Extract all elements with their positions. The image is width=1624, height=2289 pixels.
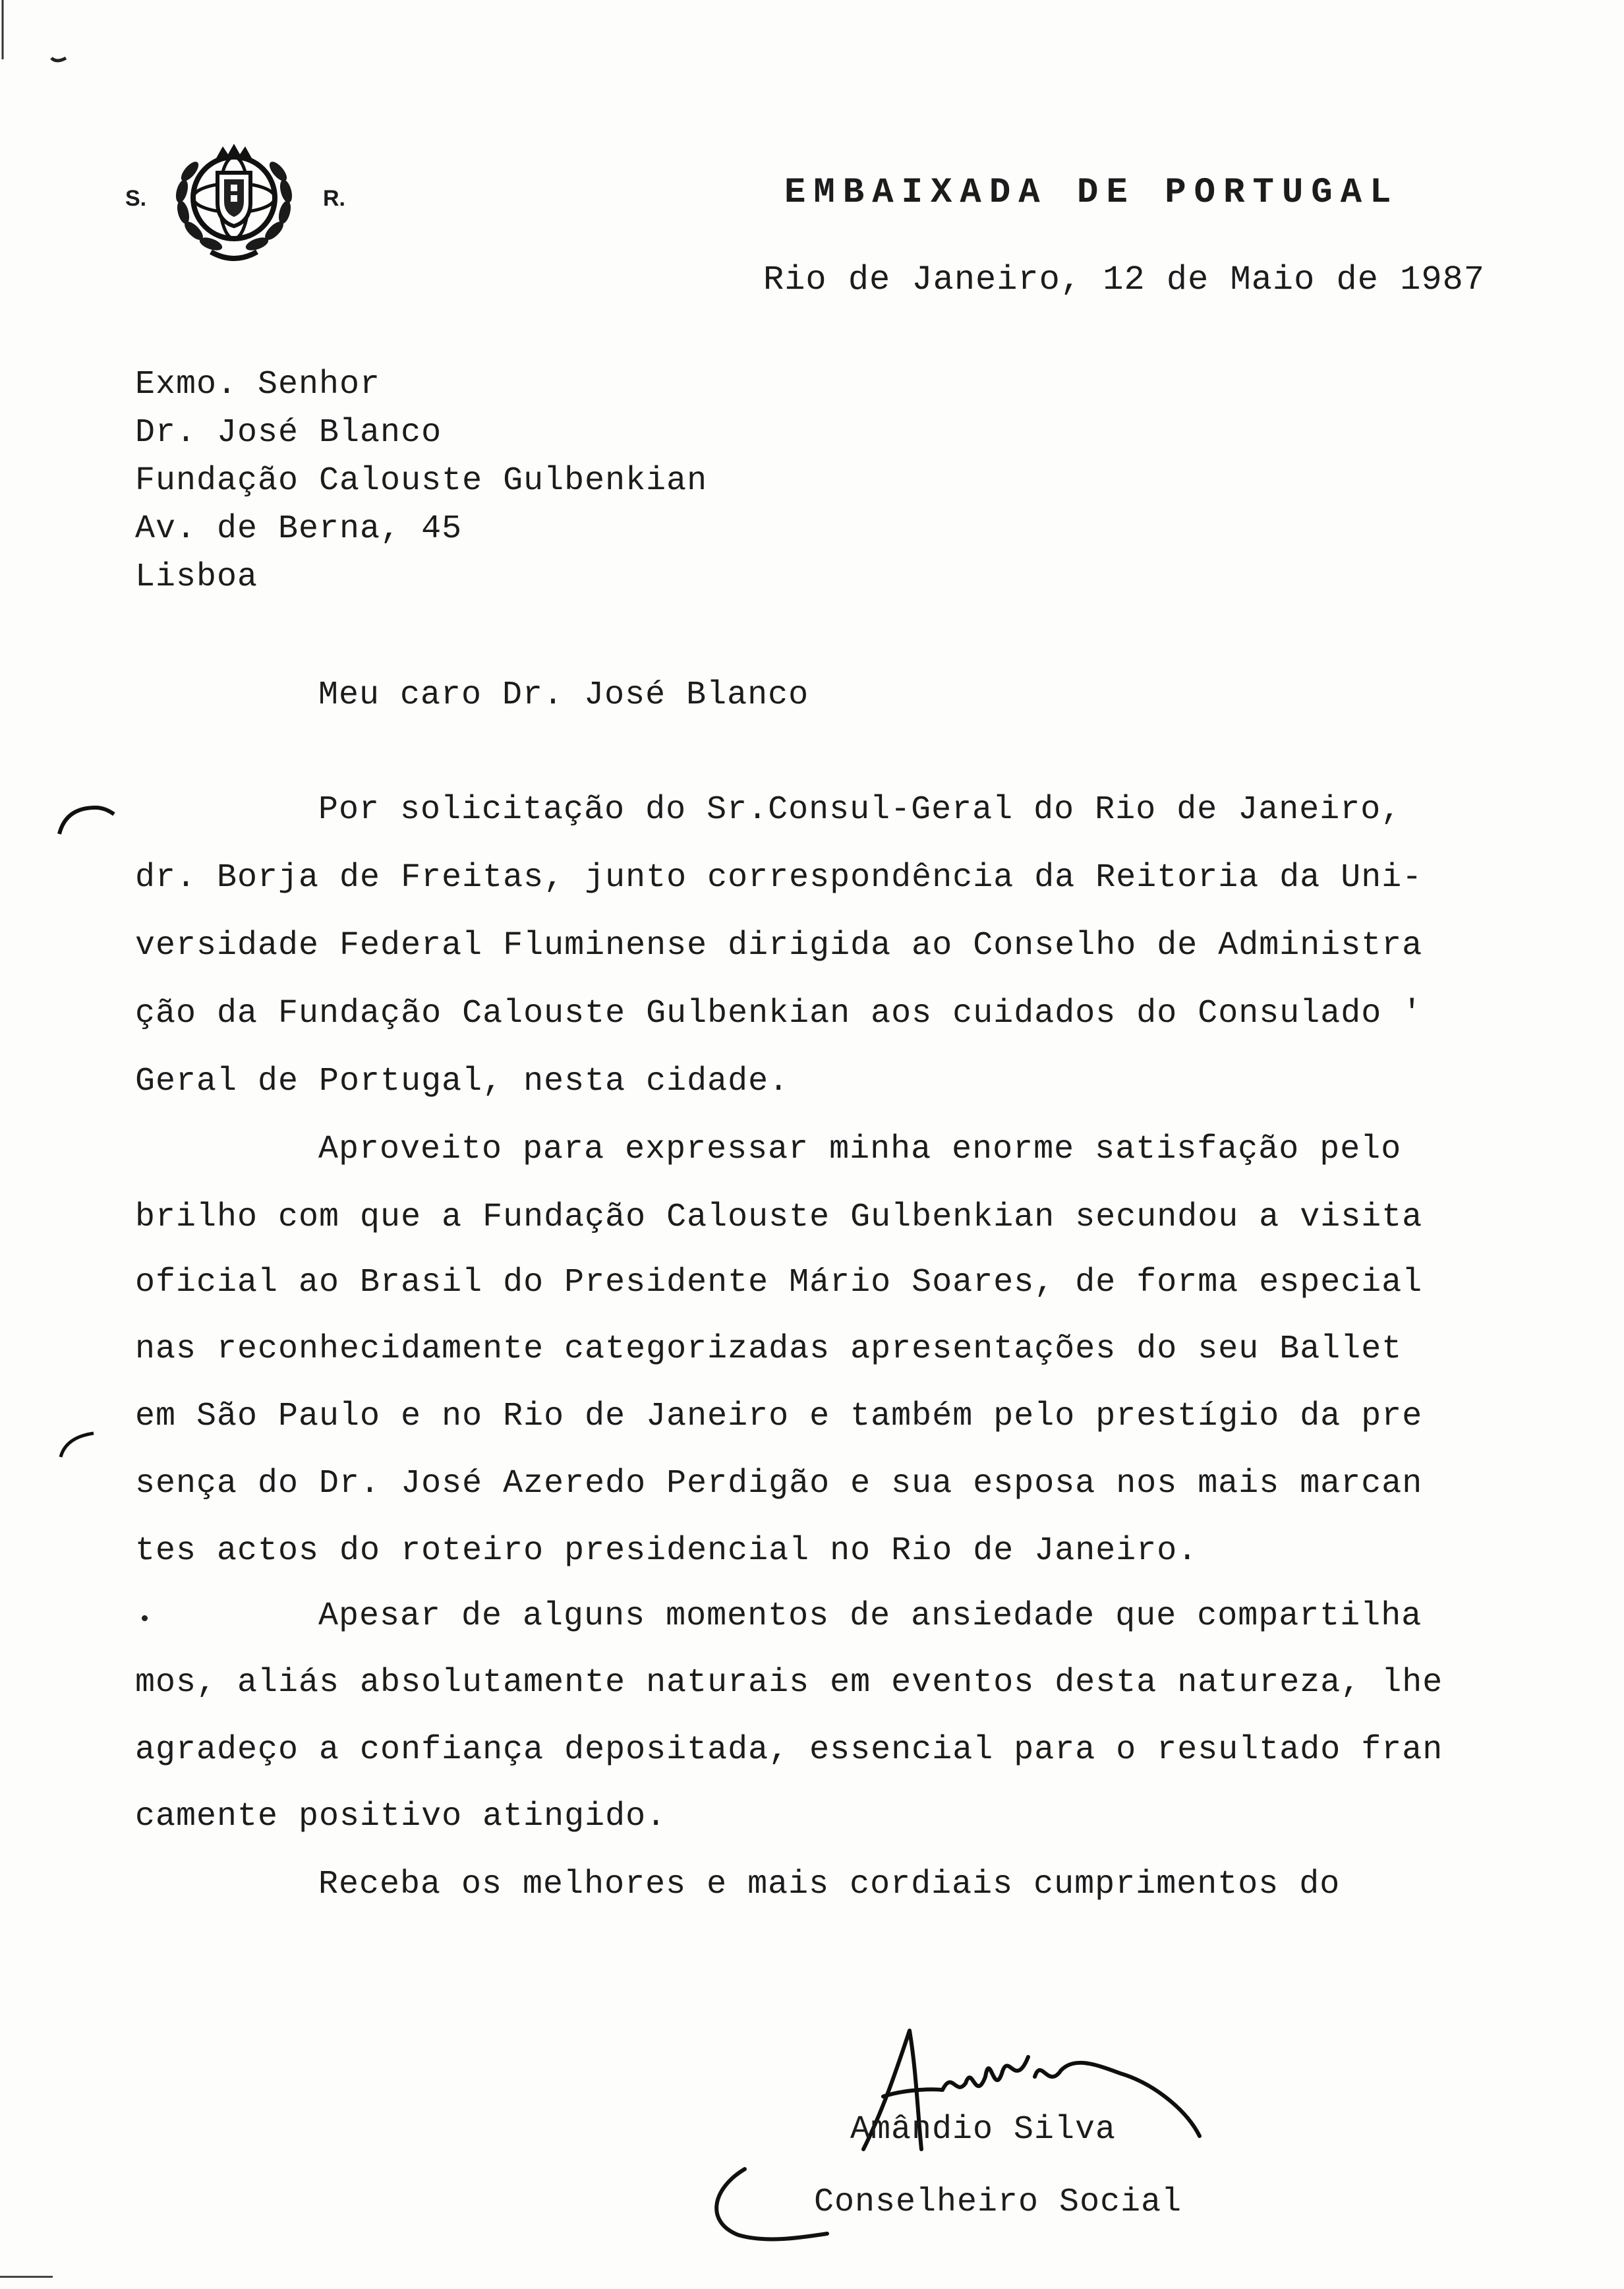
signer-name: Amândio Silva	[850, 2111, 1116, 2149]
body-line: Receba os melhores e mais cordiais cumprimentos do	[318, 1866, 1341, 1903]
signature-flourish	[699, 2162, 830, 2248]
margin-bracket-mark	[46, 788, 119, 841]
portuguese-coat-of-arms-icon	[165, 132, 303, 264]
embassy-name: EMBAIXADA DE PORTUGAL	[784, 173, 1399, 213]
body-line: Por solicitação do Sr.Consul-Geral do Rio de Janeiro,	[318, 791, 1402, 829]
body-line: nas reconhecidamente categorizadas apresentações do seu Ballet	[135, 1330, 1403, 1368]
margin-bracket-mark	[46, 1411, 119, 1464]
date-line: Rio de Janeiro, 12 de Maio de 1987	[763, 260, 1485, 299]
body-line: Apesar de alguns momentos de ansiedade que compartilha	[318, 1597, 1422, 1635]
body-line: oficial ao Brasil do Presidente Mário Soares, de forma especial	[135, 1264, 1423, 1301]
recipient-line: Fundação Calouste Gulbenkian	[135, 462, 708, 500]
recipient-line: Lisboa	[135, 558, 258, 596]
body-line: dr. Borja de Freitas, junto correspondência da Reitoria da Uni-	[135, 859, 1423, 897]
body-line: camente positivo atingido.	[135, 1798, 667, 1835]
body-line: versidade Federal Fluminense dirigida ao Conselho de Administra	[135, 927, 1423, 965]
body-line: sença do Dr. José Azeredo Perdigão e sua esposa nos mais marcan	[135, 1465, 1423, 1502]
body-line: mos, aliás absolutamente naturais em eventos desta natureza, lhe	[135, 1664, 1443, 1702]
body-line: brilho com que a Fundação Calouste Gulbenkian secundou a visita	[135, 1199, 1423, 1236]
seal-right-letter: R.	[323, 186, 345, 211]
body-line: Aproveito para expressar minha enorme satisfação pelo	[318, 1131, 1402, 1168]
body-line: agradeço a confiança depositada, essencial para o resultado fran	[135, 1731, 1443, 1769]
seal-left-letter: S.	[125, 186, 147, 211]
body-line: Geral de Portugal, nesta cidade.	[135, 1063, 790, 1100]
page-edge-line	[0, 2276, 53, 2278]
body-line: em São Paulo e no Rio de Janeiro e também pelo prestígio da pre	[135, 1398, 1423, 1435]
letterhead-seal	[125, 132, 356, 264]
body-line: tes actos do roteiro presidencial no Rio de Janeiro.	[135, 1532, 1198, 1570]
salutation: Meu caro Dr. José Blanco	[318, 676, 809, 714]
recipient-line: Av. de Berna, 45	[135, 510, 463, 548]
body-line: ção da Fundação Calouste Gulbenkian aos cuidados do Consulado '	[135, 995, 1423, 1032]
corner-mark	[0, 0, 79, 79]
handwritten-signature	[844, 2011, 1213, 2176]
margin-dot	[142, 1615, 148, 1621]
recipient-line: Dr. José Blanco	[135, 414, 442, 452]
recipient-line: Exmo. Senhor	[135, 366, 381, 403]
signer-title: Conselheiro Social	[814, 2184, 1182, 2221]
